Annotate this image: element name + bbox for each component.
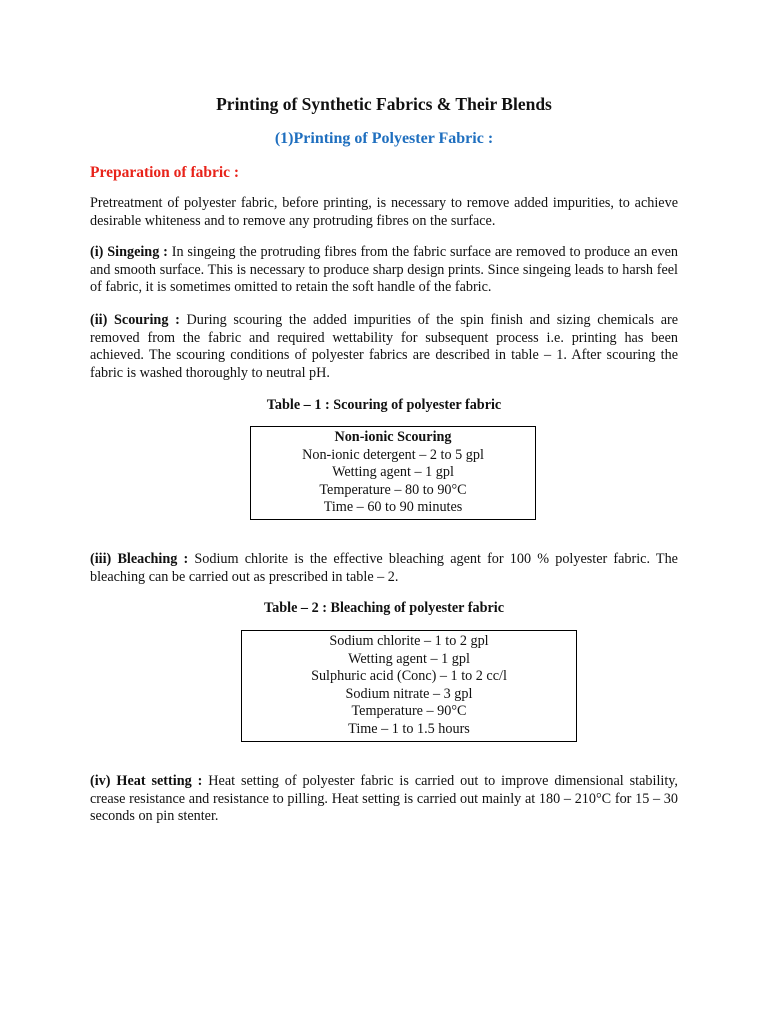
intro-paragraph: Pretreatment of polyester fabric, before printing, is necessary to remove added impurities, to achieve desirable whiteness and to remove any protruding fibres on the surface. [90,195,678,229]
scouring-paragraph [90,312,678,382]
preparation-heading: Preparation of fabric : [90,164,240,181]
table1-header: Non-ionic Scouring [334,429,452,445]
heat-setting-text: Heat setting of polyester fabric is carried out to improve dimensional stability, crease resistance and resistance to pilling. Heat setting is carried out mainly at 180 – 210°C for 15 – 30 seconds on pin stenter. [90,773,678,824]
table1-row: Temperature – 80 to 90°C [319,481,467,498]
bleaching-table [241,630,577,742]
scouring-table [250,426,536,520]
bleaching-paragraph [90,551,678,586]
table2-row: Sodium nitrate – 3 gpl [345,685,473,702]
singeing-text: In singeing the protruding fibres from the fabric surface are removed to produce an even and smooth surface. This is necessary to produce sharp design prints. Since singeing leads to harsh feel of fabric, it is sometimes omitted to retain the soft handle of the fabric. [90,244,678,295]
heat-setting-paragraph [90,773,678,826]
heat-setting-label: (iv) Heat setting : [90,773,203,789]
table2-caption: Table – 2 : Bleaching of polyester fabric [264,600,504,616]
singeing-label: (i) Singeing : [90,244,168,260]
document-title: Printing of Synthetic Fabrics & Their Blends [216,94,552,114]
bleaching-text: Sodium chlorite is the effective bleaching agent for 100 % polyester fabric. The bleaching can be carried out as prescribed in table – 2. [90,551,678,585]
table2-row: Time – 1 to 1.5 hours [348,720,470,737]
scouring-label: (ii) Scouring : [90,312,180,328]
bleaching-label: (iii) Bleaching : [90,551,189,567]
table1-caption: Table – 1 : Scouring of polyester fabric [266,397,502,413]
section-subtitle: (1)Printing of Polyester Fabric : [274,130,494,147]
table2-row: Temperature – 90°C [351,703,467,719]
table1-row: Wetting agent – 1 gpl [332,464,454,480]
table2-row: Sulphuric acid (Conc) – 1 to 2 cc/l [311,668,507,684]
singeing-paragraph [90,244,678,297]
table1-row: Time – 60 to 90 minutes [323,499,463,515]
table2-row: Sodium chlorite – 1 to 2 gpl [329,633,489,649]
table2-row: Wetting agent – 1 gpl [348,650,470,667]
table1-row: Non-ionic detergent – 2 to 5 gpl [302,446,484,463]
scouring-text: During scouring the added impurities of the spin finish and sizing chemicals are removed from the fabric and required wettability for subsequent process i.e. printing has been achieved. The scouring conditions of polyester fabrics are described in table – 1. After scouring the fabric is washed thoroughly to neutral pH. [90,312,679,381]
